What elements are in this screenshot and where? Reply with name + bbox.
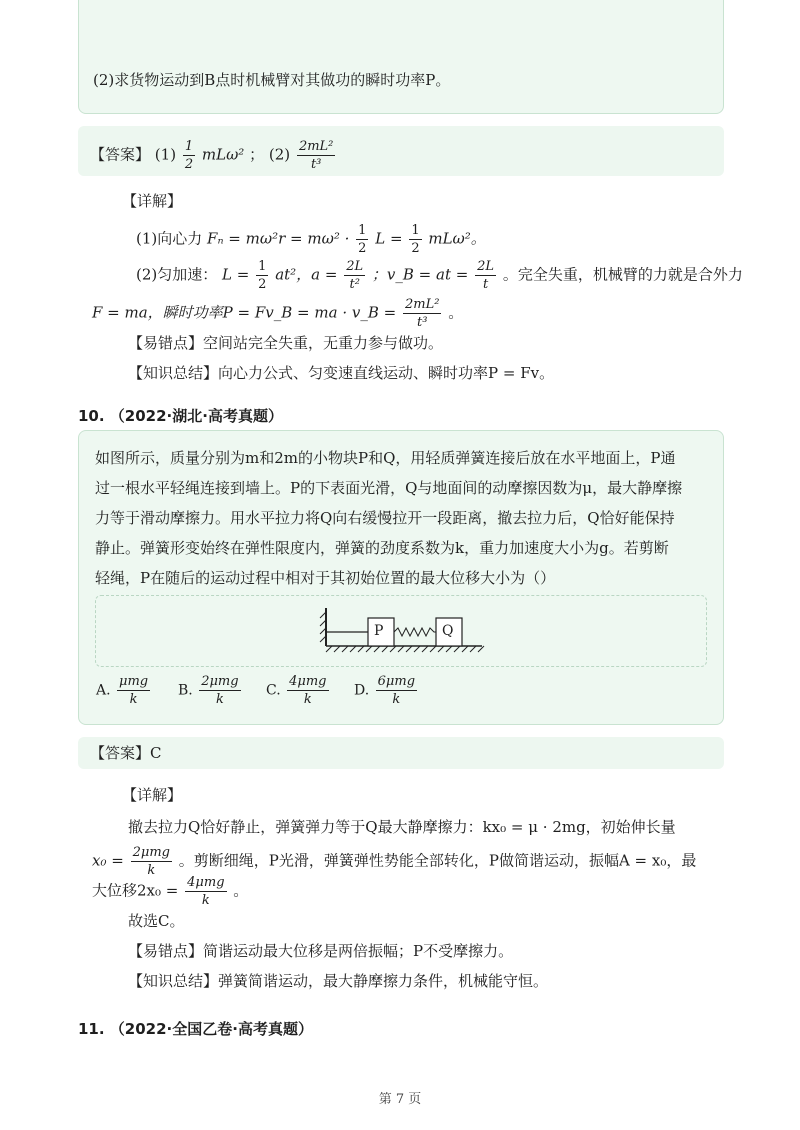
prev-answer-line — [90, 138, 337, 173]
prev-detail-line2 — [136, 258, 743, 293]
q10-detail-line4: 故选C。 — [128, 912, 185, 930]
q10-stem-line: 力等于滑动摩擦力。用水平拉力将Q向右缓慢拉开一段距离，撤去拉力后，Q恰好能保持 — [95, 509, 675, 527]
detail-line3-b: 。 — [233, 881, 249, 900]
q10-option-d[interactable] — [354, 673, 419, 708]
q10-answer-box — [78, 737, 724, 769]
answer-part1-expr: mLω² — [201, 145, 245, 164]
frac-den: k — [201, 893, 210, 908]
frac-num: 1 — [184, 139, 194, 154]
option-letter: B. — [178, 682, 193, 699]
answer-part1-frac — [183, 138, 195, 173]
block-p-label: P — [374, 623, 384, 639]
q10-summary-line — [128, 970, 548, 992]
answer-separator: ； — [249, 145, 265, 164]
frac-den: k — [129, 692, 138, 707]
q10-answer-line — [90, 742, 162, 764]
prev-answer-box — [78, 126, 724, 176]
frac-den: t³ — [416, 315, 428, 330]
answer-tag: 【答案】 — [90, 744, 151, 762]
option-letter: C. — [266, 682, 281, 699]
summary-tag: 【知识总结】 — [128, 972, 219, 990]
line2-suffix: 。完全失重，机械臂的力就是合外力 — [502, 265, 743, 284]
frac-den: 2 — [358, 241, 367, 256]
line1-frac-b — [409, 222, 421, 257]
line3-frac — [403, 296, 441, 331]
line1-expr-c: mLω²。 — [428, 229, 486, 248]
answer-value: C — [150, 744, 162, 762]
frac-num: 2L — [477, 259, 495, 274]
frac-den: k — [215, 692, 224, 707]
frac-num: 6μmg — [377, 674, 416, 689]
line2-prefix: (2)匀加速： — [136, 265, 218, 284]
q10-option-c[interactable] — [266, 673, 331, 708]
frac-den: t² — [349, 277, 360, 292]
frac-num: μmg — [119, 674, 149, 689]
mistake-tag: 【易错点】 — [128, 942, 204, 960]
line2-expr-c: ；v_B = at = — [371, 265, 469, 284]
frac-den: t — [482, 277, 489, 292]
line1-prefix: (1)向心力 — [136, 229, 203, 248]
frac-num: 1 — [258, 259, 267, 274]
frac-den: k — [392, 692, 401, 707]
page-number: 第 7 页 — [378, 1092, 422, 1107]
line2-frac-c — [475, 258, 496, 293]
frac-den: 2 — [258, 277, 267, 292]
line2-frac-b — [344, 258, 365, 293]
frac-num: 2μmg — [132, 845, 170, 860]
line3-suffix: 。 — [448, 303, 464, 322]
frac-num: 4μmg — [289, 674, 327, 689]
summary-text: 弹簧简谐运动，最大静摩擦力条件，机械能守恒。 — [218, 972, 549, 990]
mistake-text: 简谐运动最大位移是两倍振幅；P不受摩擦力。 — [203, 942, 514, 960]
prev-detail-tag: 【详解】 — [122, 192, 183, 210]
line2-frac-a — [256, 258, 268, 293]
q10-figure-frame — [95, 595, 707, 667]
answer-part2-frac — [297, 138, 335, 173]
option-frac — [199, 673, 240, 708]
option-frac — [117, 673, 150, 708]
q10-stem-line: 如图所示，质量分别为m和2m的小物块P和Q，用轻质弹簧连接后放在水平地面上，P通 — [95, 449, 676, 467]
option-letter: A. — [96, 682, 111, 699]
spring-block-diagram — [96, 596, 708, 668]
prev-question-box — [78, 0, 724, 114]
frac-num: 1 — [411, 223, 420, 238]
q10-option-b[interactable] — [178, 673, 243, 708]
frac-num: 1 — [358, 223, 367, 238]
frac-den: t³ — [310, 157, 322, 172]
q10-detail-tag: 【详解】 — [122, 786, 183, 804]
q10-header: 10. （2022·湖北·高考真题） — [78, 407, 283, 425]
q10-detail-line1: 撤去拉力Q恰好静止，弹簧弹力等于Q最大静摩擦力：kx₀ = μ · 2mg，初始伸长量 — [128, 818, 676, 836]
line1-frac-a — [356, 222, 368, 257]
summary-text: 向心力公式、匀变速直线运动、瞬时功率P = Fv。 — [218, 364, 555, 382]
prev-question-part2: (2)求货物运动到B点时机械臂对其做功的瞬时功率P。 — [93, 71, 451, 89]
frac-den: k — [303, 692, 312, 707]
mistake-text: 空间站完全失重，无重力参与做功。 — [203, 334, 444, 352]
frac-num: 2L — [346, 259, 364, 274]
q10-stem-line: 静止。弹簧形变始终在弹性限度内，弹簧的劲度系数为k，重力加速度大小为g。若剪断 — [95, 539, 669, 557]
detail-line2-b: 。剪断细绳，P光滑，弹簧弹性势能全部转化，P做简谐运动，振幅A = x₀，最 — [178, 851, 697, 870]
frac-num: 4μmg — [187, 875, 225, 890]
q10-stem-line: 轻绳，P在随后的运动过程中相对于其初始位置的最大位移大小为（） — [95, 569, 556, 587]
option-frac — [287, 673, 328, 708]
option-letter: D. — [354, 682, 370, 699]
answer-part2-prefix: (2) — [268, 145, 291, 164]
mistake-tag: 【易错点】 — [128, 334, 204, 352]
detail-line2-a: x₀ = — [92, 851, 124, 870]
line3-expr-a: F = ma，瞬时功率P = Fv_B = ma · v_B = — [92, 303, 397, 322]
frac-den: 2 — [184, 157, 194, 172]
detail-line3-frac — [185, 874, 226, 909]
line1-expr-a: Fₙ = mω²r = mω² · — [207, 229, 350, 248]
line2-expr-b: at²，a = — [275, 265, 338, 284]
q10-stem-line: 过一根水平轻绳连接到墙上。P的下表面光滑，Q与地面间的动摩擦因数为μ，最大静摩擦 — [95, 479, 683, 497]
q11-header: 11. （2022·全国乙卷·高考真题） — [78, 1020, 313, 1038]
frac-den: k — [147, 863, 156, 878]
frac-den: 2 — [411, 241, 420, 256]
line1-expr-b: L = — [375, 229, 403, 248]
answer-part1-prefix: (1) — [154, 145, 177, 164]
option-frac — [376, 673, 417, 708]
q10-mistake-line — [128, 940, 513, 962]
frac-num: 2μmg — [201, 674, 239, 689]
prev-mistake-line — [128, 332, 443, 354]
frac-num: 2mL² — [298, 139, 334, 154]
q10-option-a[interactable] — [96, 673, 152, 708]
answer-tag: 【答案】 — [90, 145, 151, 164]
prev-detail-line3 — [92, 296, 463, 331]
prev-detail-line1 — [136, 222, 486, 257]
frac-num: 2mL² — [404, 297, 440, 312]
summary-tag: 【知识总结】 — [128, 364, 219, 382]
q10-detail-line3 — [92, 874, 248, 909]
prev-summary-line — [128, 362, 554, 384]
block-q-label: Q — [442, 623, 454, 639]
detail-line3-a: 大位移2x₀ = — [92, 881, 179, 900]
line2-expr-a: L = — [222, 265, 250, 284]
